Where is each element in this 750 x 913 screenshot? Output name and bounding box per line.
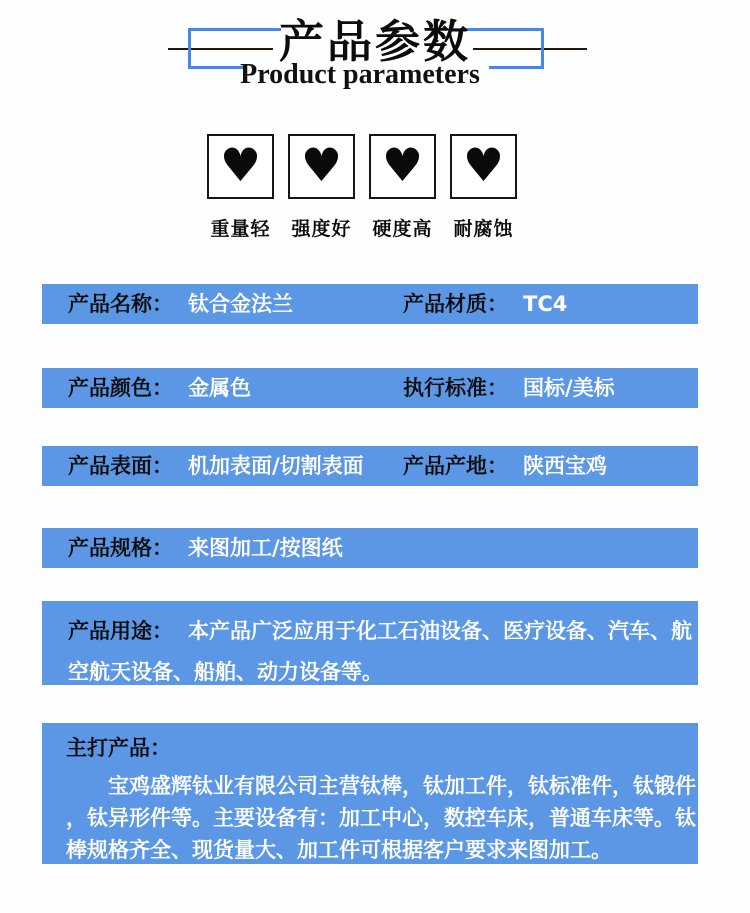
spec-label: 产品材质：	[403, 292, 508, 316]
usage-text-line1: 本产品广泛应用于化工石油设备、医疗设备、汽车、航	[188, 619, 692, 643]
main-products-label: 主打产品：	[66, 736, 171, 760]
heart-icon: ♥	[288, 134, 355, 199]
spec-label: 产品用途：	[68, 619, 173, 643]
spec-value: 钛合金法兰	[188, 292, 293, 316]
feature-row	[207, 134, 517, 241]
main-products-section	[42, 723, 698, 864]
feature-label: 重量轻	[210, 218, 271, 240]
spec-label: 产品表面：	[68, 454, 173, 478]
spec-value: 机加表面/切割表面	[188, 454, 364, 478]
spec-value: TC4	[523, 292, 568, 316]
spec-label: 产品名称：	[68, 292, 173, 316]
spec-row-surface-origin	[42, 446, 698, 486]
spec-row-name-material	[42, 284, 698, 324]
heart-icon: ♥	[450, 134, 517, 199]
feature-strength	[288, 134, 355, 241]
spec-label: 产品规格：	[68, 536, 173, 560]
spec-label: 执行标准：	[403, 376, 508, 400]
spec-value: 陕西宝鸡	[523, 454, 607, 478]
spec-label: 产品颜色：	[68, 376, 173, 400]
feature-hardness	[369, 134, 436, 241]
page-subtitle: Product parameters	[240, 59, 480, 90]
paragraph-line: 棒规格齐全、现货量大、加工件可根据客户要求来图加工。	[66, 838, 612, 862]
spec-row-specification	[42, 528, 698, 568]
page-title: 产品参数	[278, 15, 471, 68]
feature-lightweight	[207, 134, 274, 241]
feature-label: 硬度高	[372, 218, 433, 240]
heart-icon: ♥	[207, 134, 274, 199]
spec-row-usage	[42, 601, 698, 685]
feature-label: 耐腐蚀	[453, 218, 514, 240]
feature-label: 强度好	[291, 218, 352, 240]
paragraph-line: ，钛异形件等。主要设备有：加工中心，数控车床，普通车床等。钛	[66, 806, 696, 830]
main-products-paragraph	[66, 770, 696, 866]
spec-label: 产品产地：	[403, 454, 508, 478]
spec-value: 来图加工/按图纸	[188, 536, 343, 560]
usage-text-line2: 空航天设备、船舶、动力设备等。	[68, 660, 383, 684]
spec-value: 金属色	[188, 376, 251, 400]
paragraph-line: 宝鸡盛辉钛业有限公司主营钛棒，钛加工件，钛标准件，钛锻件	[108, 774, 696, 798]
spec-value: 国标/美标	[523, 376, 615, 400]
heart-icon: ♥	[369, 134, 436, 199]
feature-corrosion	[450, 134, 517, 241]
spec-row-color-standard	[42, 368, 698, 408]
